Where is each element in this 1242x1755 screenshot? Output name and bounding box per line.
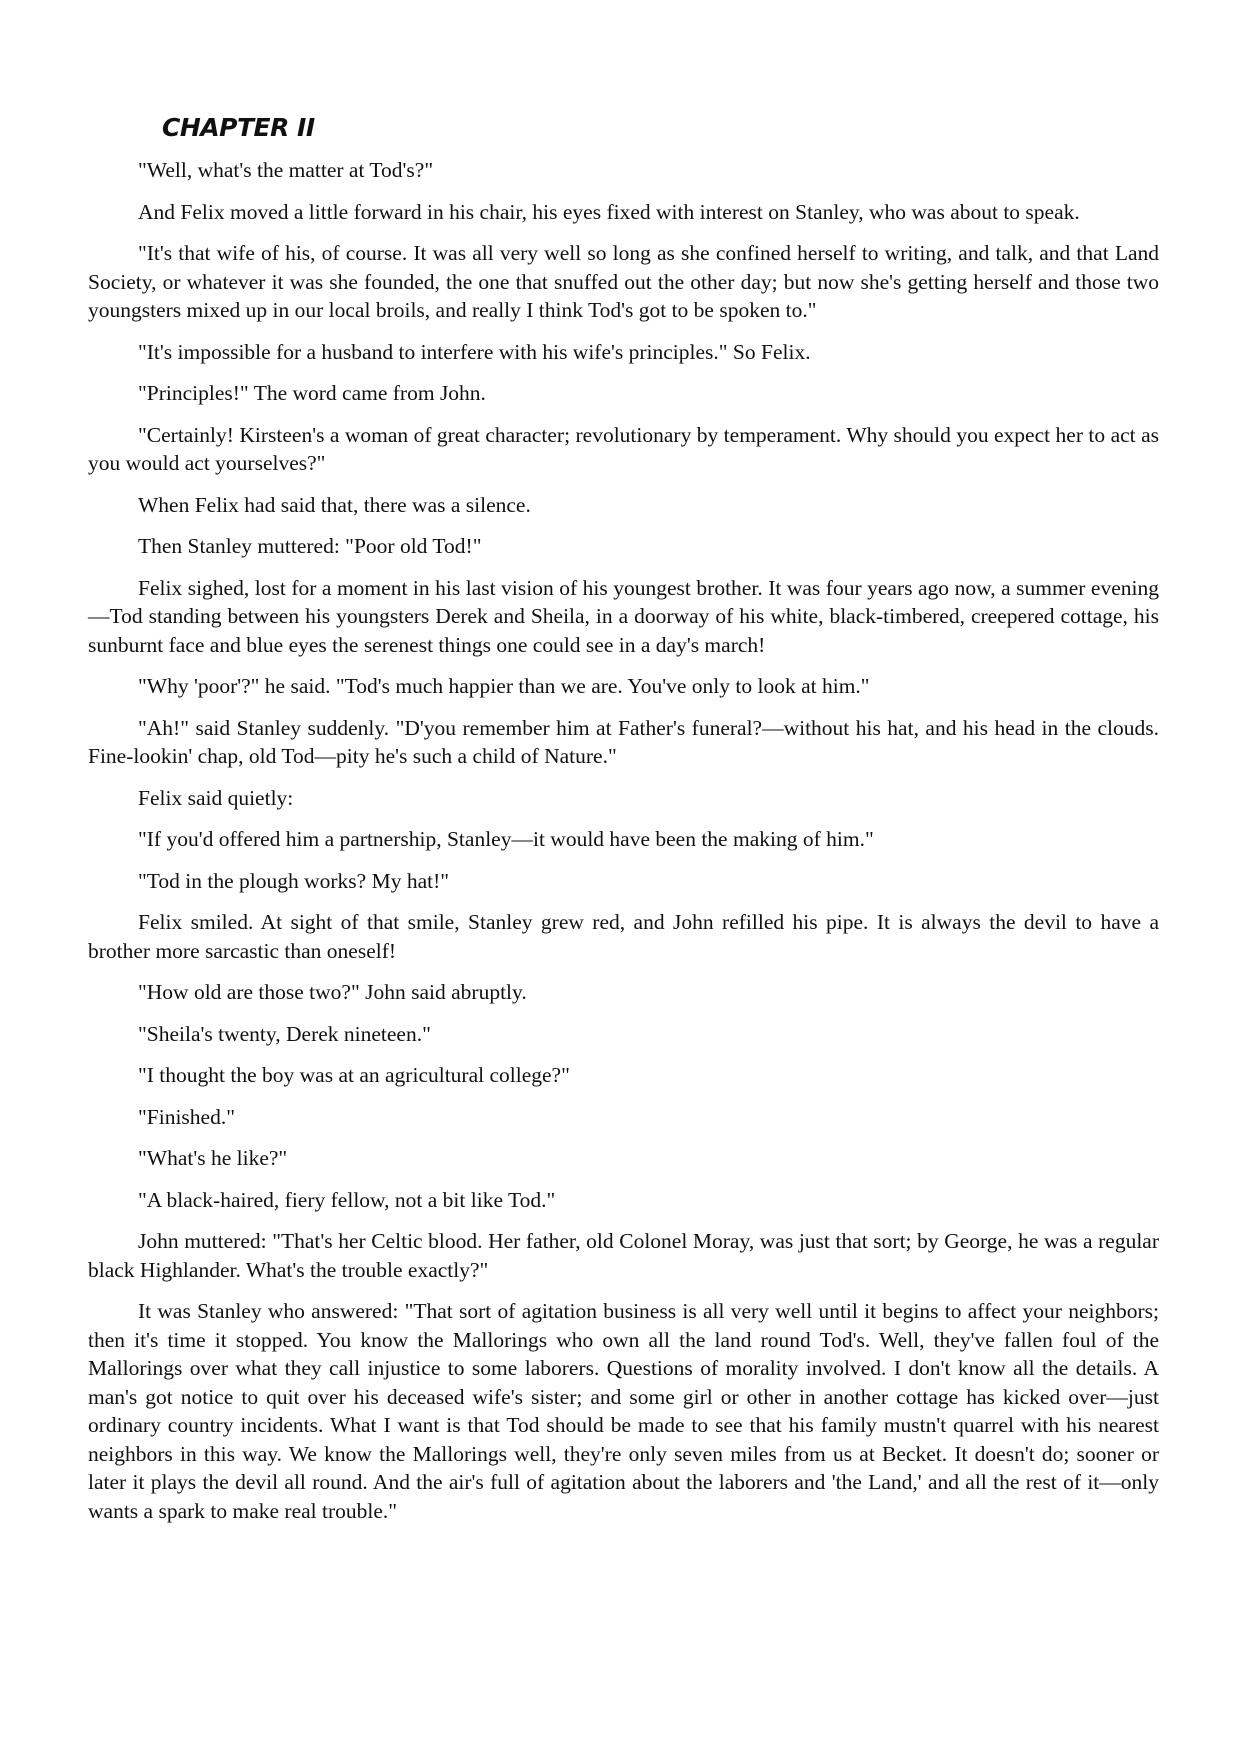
paragraph: "Well, what's the matter at Tod's?" (138, 158, 434, 182)
paragraph: Felix sighed, lost for a moment in his last vision of his youngest brother. It was four years ago now, a summer evening—Tod standing between his youngsters Derek and Sheila, in a doorway of his white, black-timbered, creepered cottage, his sunburnt face and blue eyes the serenest things one could see in a day's march! (88, 575, 1159, 657)
paragraph: "Principles!" The word came from John. (138, 381, 486, 405)
paragraph: Felix said quietly: (138, 785, 294, 810)
paragraph: And Felix moved a little forward in his chair, his eyes fixed with interest on Stanley, who was about to speak. (138, 199, 1080, 224)
paragraph: "Certainly! Kirsteen's a woman of great character; revolutionary by temperament. Why should you expect her to act as you would act yourselves?" (88, 422, 1159, 475)
paragraph: "Tod in the plough works? My hat!" (138, 868, 450, 893)
paragraph: "Sheila's twenty, Derek nineteen." (138, 1021, 431, 1046)
paragraph: "A black-haired, fiery fellow, not a bit like Tod." (138, 1187, 556, 1212)
paragraph: It was Stanley who answered: "That sort of agitation business is all very well until it begins to affect your neighbors; then it's time it stopped. You know the Mallorings who own all the land round Tod's. Well, they've fallen foul of the Mallorings over what they call injustice to some laborers. Questions of morality involved. I don't know all the details. A man's got notice to quit over his deceased wife's sister; and some girl or other in another cottage has kicked over—just ordinary country incidents. What I want is that Tod should be made to see that his family mustn't quarrel with his nearest neighbors in this way. We know the Mallorings well, they're only seven miles from us at Becket. It doesn't do; sooner or later it plays the devil all round. And the air's full of agitation about the laborers and 'the Land,' and all the rest of it—only wants a spark to make real trouble." (88, 1299, 1159, 1523)
paragraph: "Why 'poor'?" he said. "Tod's much happier than we are. You've only to look at him." (138, 674, 870, 698)
book-page (88, 108, 1159, 1538)
paragraph: "Ah!" said Stanley suddenly. "D'you remember him at Father's funeral?—without his hat, and his head in the clouds. Fine-lookin' chap, old Tod—pity he's such a child of Nature." (88, 715, 1159, 768)
chapter-title: CHAPTER II (162, 113, 315, 142)
paragraph: Then Stanley muttered: "Poor old Tod!" (138, 534, 482, 558)
paragraph: "What's he like?" (138, 1146, 288, 1170)
paragraph: When Felix had said that, there was a silence. (138, 492, 531, 517)
paragraph: "It's impossible for a husband to interfere with his wife's principles." So Felix. (138, 339, 811, 364)
paragraph: "How old are those two?" John said abruptly. (138, 980, 527, 1004)
paragraph: "I thought the boy was at an agricultural college?" (138, 1063, 570, 1087)
paragraph: "Finished." (138, 1104, 235, 1129)
paragraph: "It's that wife of his, of course. It was all very well so long as she confined herself to writing, and talk, and that Land Society, or whatever it was she founded, the one that snuffed out the other day; but now she's getting herself and those two youngsters mixed up in our local broils, and really I think Tod's got to be spoken to." (88, 241, 1159, 322)
paragraph: "If you'd offered him a partnership, Stanley—it would have been the making of him." (138, 827, 874, 851)
paragraph: John muttered: "That's her Celtic blood. Her father, old Colonel Moray, was just that sort; by George, he was a regular black Highlander. What's the trouble exactly?" (88, 1229, 1159, 1282)
paragraph: Felix smiled. At sight of that smile, Stanley grew red, and John refilled his pipe. It is always the devil to have a brother more sarcastic than oneself! (88, 910, 1159, 963)
